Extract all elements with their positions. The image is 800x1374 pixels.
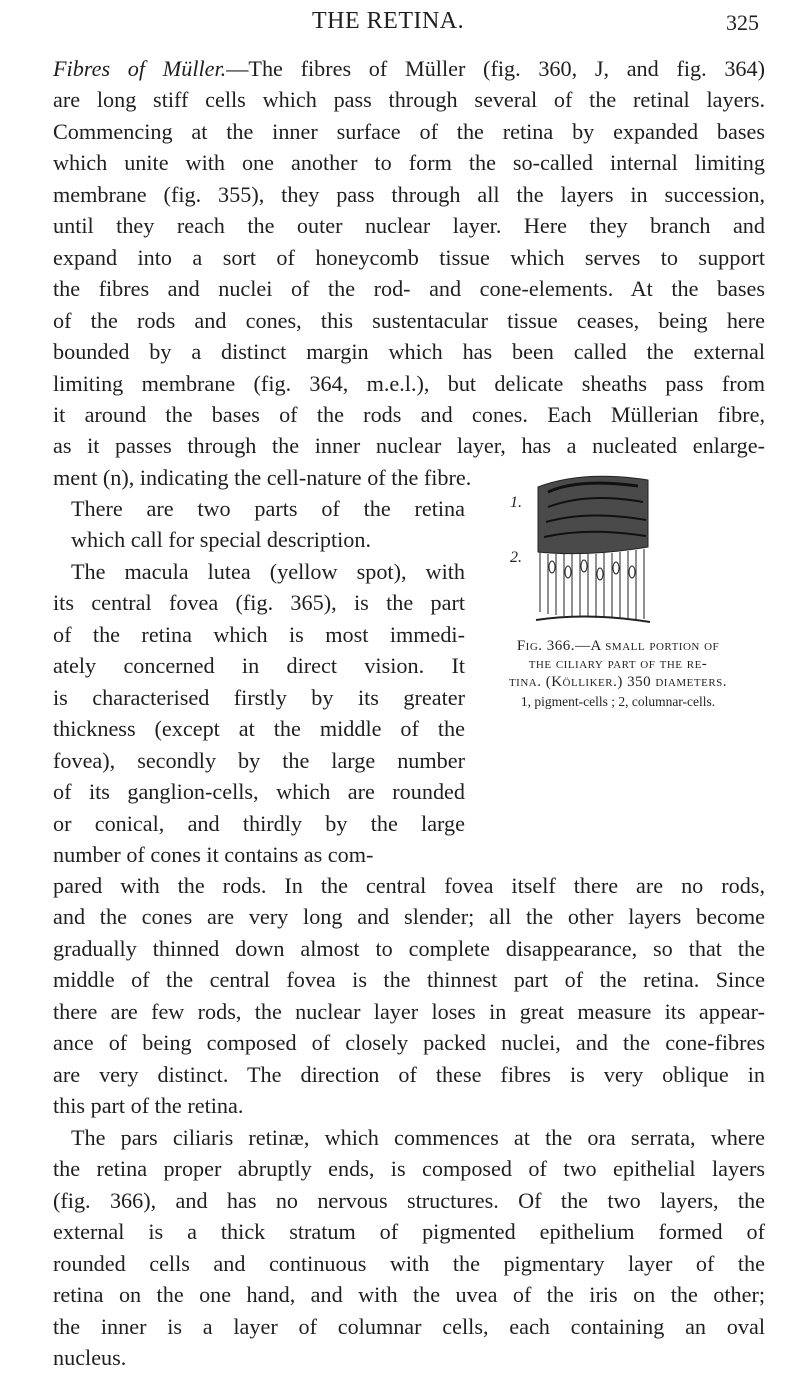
text-line: bounded by a distinct margin which has been called the external	[53, 339, 765, 365]
text-line: this part of the retina.	[53, 1093, 244, 1119]
text-line: external is a thick stratum of pigmented epithelium formed of	[53, 1219, 765, 1245]
text-line: the inner is a layer of columnar cells, each containing an oval	[53, 1313, 765, 1339]
text-line: retina on the one hand, and with the uvea of the iris on the other;	[53, 1282, 765, 1308]
text-line: pared with the rods. In the central fovea itself there are no rods,	[53, 873, 765, 898]
text-line: limiting membrane (fig. 364, m.e.l.), but delicate sheaths pass from	[53, 370, 765, 396]
figure-caption	[468, 637, 768, 691]
text-line: nucleus.	[53, 1345, 127, 1371]
text-line: of its ganglion-cells, which are rounded	[53, 779, 465, 805]
caption-line: Fig. 366.—A small portion of	[516, 638, 720, 654]
text-line: of the retina which is most immedi-	[53, 621, 465, 647]
text-line: the retina proper abruptly ends, is composed of two epithelial layers	[53, 1156, 765, 1182]
text-line: ance of being composed of closely packed nuclei, and the cone-fibres	[53, 1030, 765, 1056]
running-head	[0, 8, 800, 48]
text-line: expand into a sort of honeycomb tissue which serves to support	[53, 244, 765, 270]
text-line: The macula lutea (yellow spot), with	[71, 559, 465, 584]
text-line: Commencing at the inner surface of the retina by expanded bases	[53, 118, 765, 144]
text-line: its central fovea (fig. 365), is the part	[53, 590, 465, 616]
figure-label-1: 1.	[510, 494, 522, 511]
text-line: which unite with one another to form the so-called internal limiting	[53, 150, 765, 176]
text-line: middle of the central fovea is the thinnest part of the retina. Since	[53, 967, 765, 993]
text-line: are long stiff cells which pass through several of the retinal layers.	[53, 87, 765, 113]
text-line: it around the bases of the rods and cones. Each Müllerian fibre,	[53, 401, 765, 427]
text-line: as it passes through the inner nuclear layer, has a nucleated enlarge-	[53, 433, 765, 459]
text-line: Fibres of Müller.—The fibres of Müller (fig. 360, J, and fig. 364)	[53, 56, 765, 81]
text-line: ately concerned in direct vision. It	[53, 653, 465, 679]
text-line: and the cones are very long and slender; all the other layers become	[53, 904, 765, 930]
text-line: are very distinct. The direction of these fibres is very oblique in	[53, 1061, 765, 1087]
paragraph-macula-lutea-cont	[53, 870, 765, 1122]
text-line: or conical, and thirdly by the large	[53, 810, 465, 836]
running-title: THE RETINA.	[312, 8, 465, 34]
paragraph-macula-lutea	[53, 556, 465, 871]
section-lead: Fibres of Müller.	[53, 56, 227, 81]
text-line: The pars ciliaris retinæ, which commences at the ora serrata, where	[71, 1125, 765, 1150]
text-line: thickness (except at the middle of the	[53, 716, 465, 742]
text-line: of the rods and cones, this sustentacular tissue ceases, being here	[53, 307, 765, 333]
ciliary-retina-illustration	[508, 462, 658, 632]
page-number: 325	[726, 10, 759, 35]
text-line: ment (n), indicating the cell-nature of the fibre.	[53, 464, 472, 490]
caption-line: the ciliary part of the re-	[528, 656, 708, 672]
text-line: gradually thinned down almost to complete disappearance, so that the	[53, 935, 765, 961]
figure-legend: 1, pigment-cells ; 2, columnar-cells.	[520, 694, 716, 709]
text-line: until they reach the outer nuclear layer. Here they branch and	[53, 213, 765, 239]
paragraph-muller-fibres	[53, 53, 765, 493]
figure-366	[468, 452, 768, 712]
text-line: fovea), secondly by the large number	[53, 747, 465, 773]
text-line: is characterised firstly by its greater	[53, 684, 465, 710]
text-line: which call for special description.	[71, 527, 372, 553]
text-line: There are two parts of the retina	[71, 496, 465, 521]
caption-line: tina. (Kölliker.) 350 diameters.	[508, 674, 728, 690]
paragraph-two-parts	[53, 493, 465, 556]
figure-label-2: 2.	[510, 549, 522, 566]
text-line: rounded cells and continuous with the pigmentary layer of the	[53, 1250, 765, 1276]
text-line: (fig. 366), and has no nervous structures. Of the two layers, the	[53, 1187, 765, 1213]
text-line: number of cones it contains as com-	[53, 842, 374, 868]
text-line: membrane (fig. 355), they pass through all the layers in succession,	[53, 181, 765, 207]
paragraph-pars-ciliaris	[53, 1122, 765, 1374]
text-line: the fibres and nuclei of the rod- and cone-elements. At the bases	[53, 276, 765, 302]
columnar-cell-layer	[536, 549, 650, 622]
text-line: there are few rods, the nuclear layer loses in great measure its appear-	[53, 998, 765, 1024]
